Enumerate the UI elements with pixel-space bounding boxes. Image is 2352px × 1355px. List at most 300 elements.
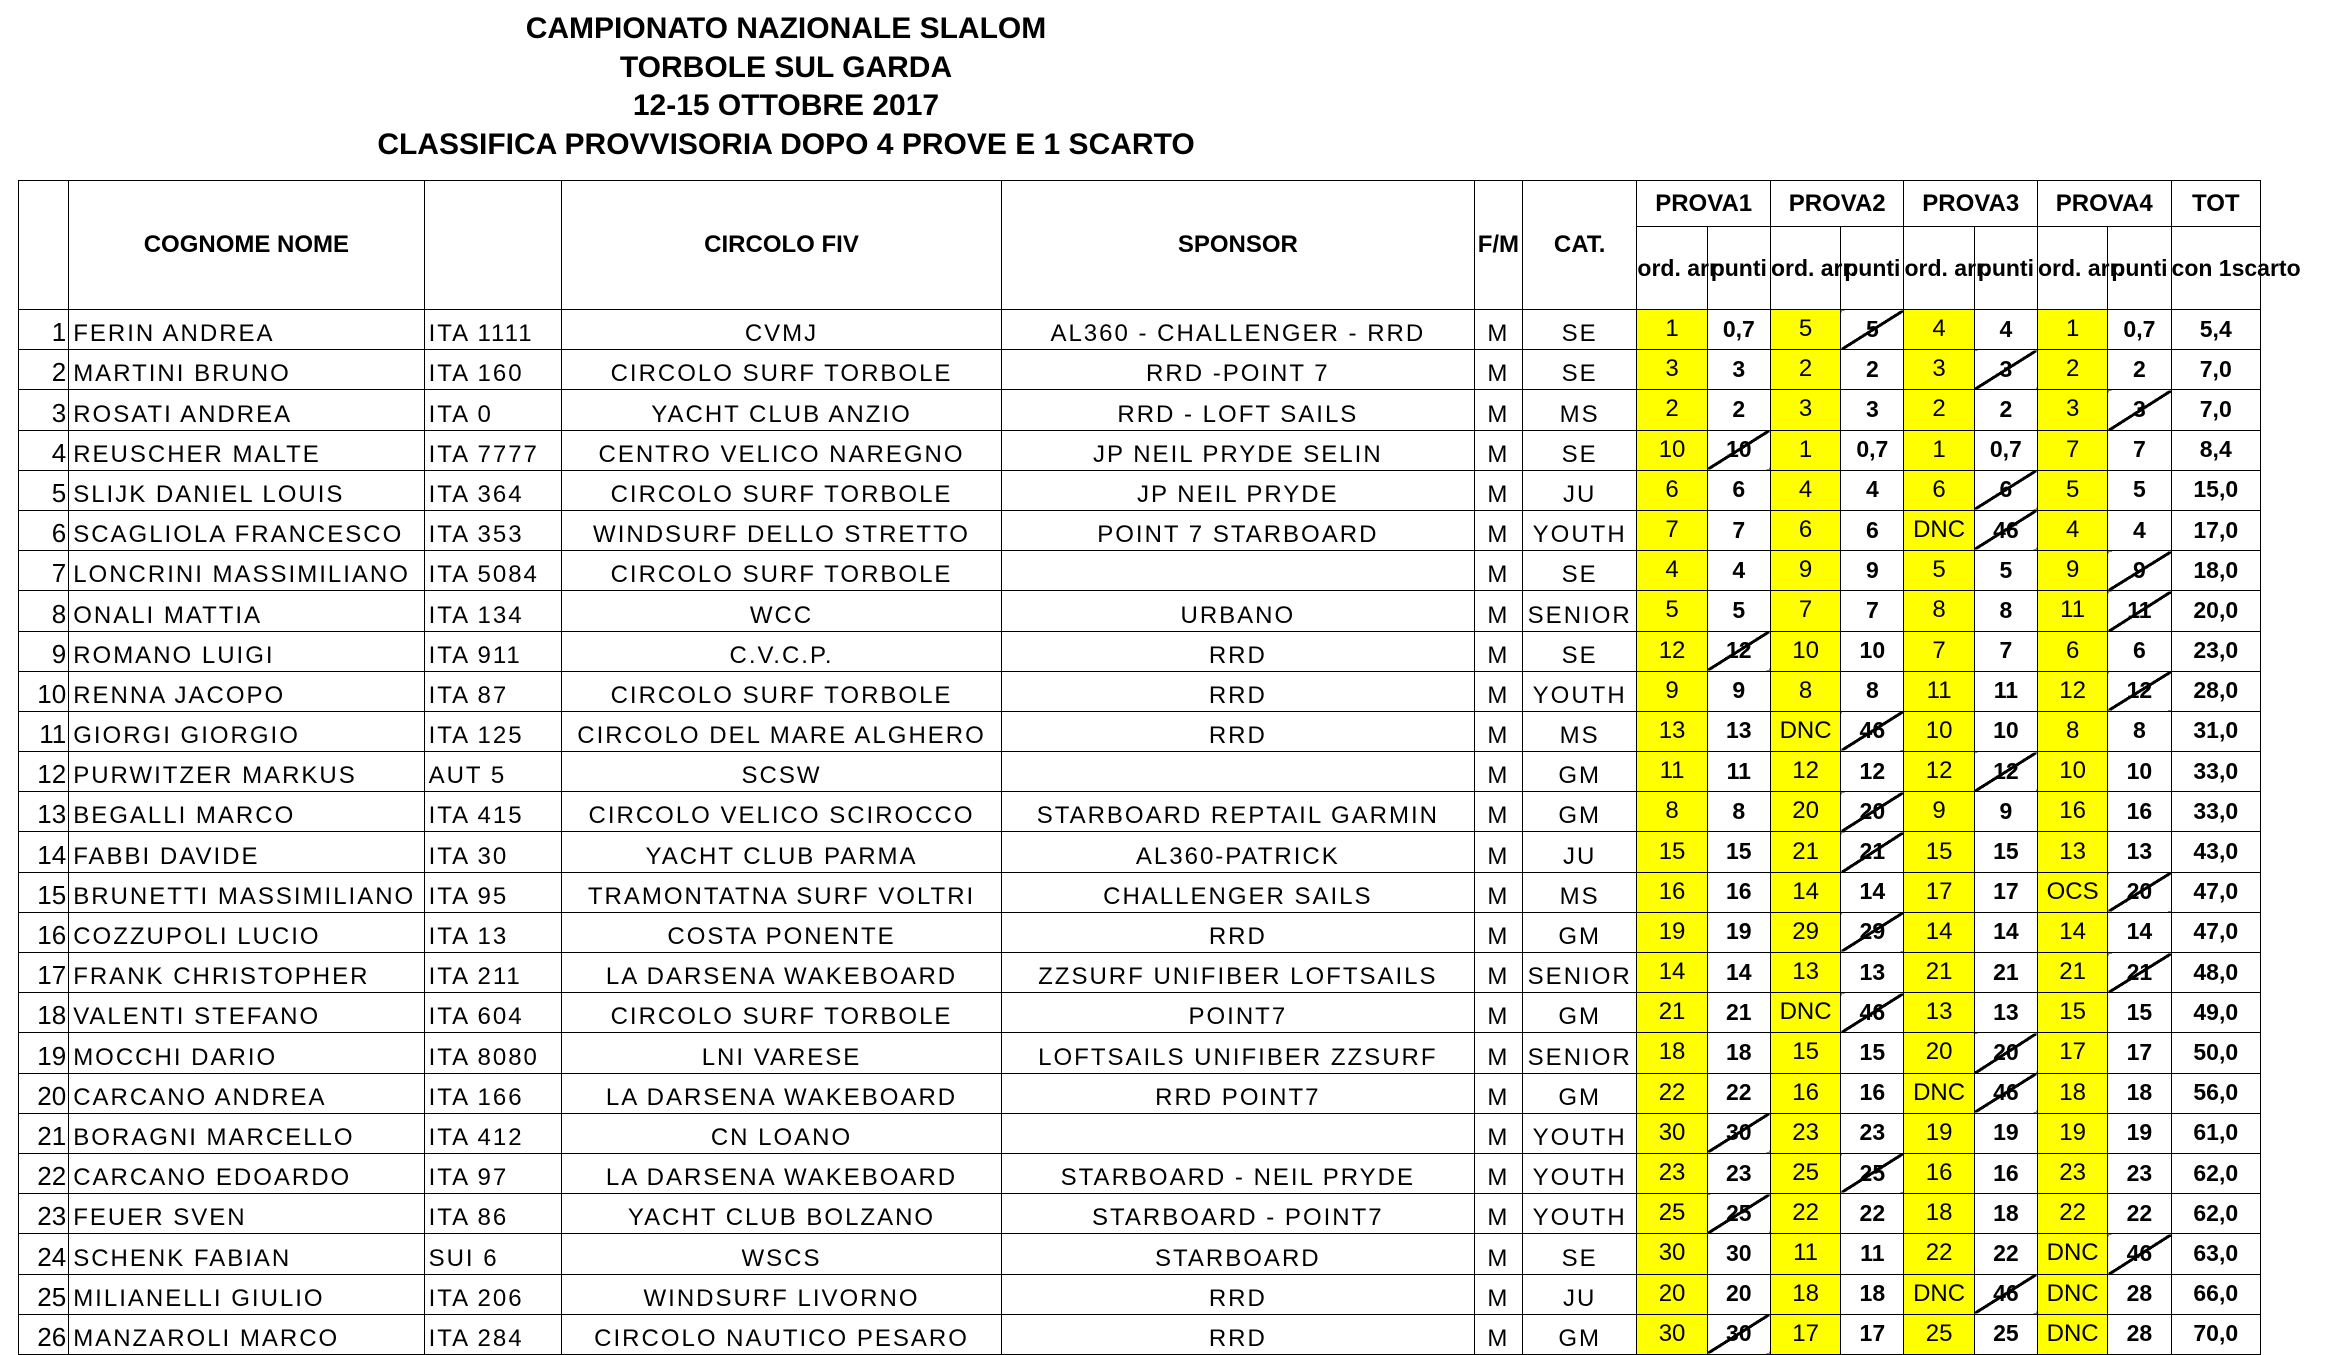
race3-finish-cell: 4 [1904, 310, 1974, 350]
race1-finish-cell: 4 [1637, 551, 1707, 591]
gender-cell: M [1474, 310, 1522, 350]
race1-points-cell: 23 [1707, 1153, 1770, 1193]
total-cell: 66,0 [2171, 1274, 2260, 1314]
total-cell: 18,0 [2171, 551, 2260, 591]
race3-points-cell: 17 [1974, 872, 2037, 912]
race2-points-cell: 4 [1841, 470, 1904, 510]
club-cell: YACHT CLUB PARMA [562, 832, 1002, 872]
category-cell: MS [1522, 872, 1636, 912]
sponsor-cell [1001, 752, 1474, 792]
race2-points-cell: 15 [1841, 1033, 1904, 1073]
race1-finish-cell: 14 [1637, 953, 1707, 993]
sail-number-cell: ITA 166 [424, 1073, 562, 1113]
header-race4-points: punti [2108, 227, 2171, 310]
race3-finish-cell: 11 [1904, 671, 1974, 711]
race2-finish-cell: 8 [1770, 671, 1840, 711]
sponsor-cell: AL360-PATRICK [1001, 832, 1474, 872]
race1-points-cell: 13 [1707, 711, 1770, 751]
race1-points-cell: 11 [1707, 752, 1770, 792]
gender-cell: M [1474, 912, 1522, 952]
athlete-name-cell: MOCCHI DARIO [69, 1033, 424, 1073]
category-cell: SE [1522, 1234, 1636, 1274]
race2-finish-cell: DNC [1770, 993, 1840, 1033]
race4-finish-cell: 23 [2038, 1153, 2108, 1193]
race2-finish-cell: 21 [1770, 832, 1840, 872]
table-row [19, 390, 2261, 430]
header-fm: F/M [1474, 181, 1522, 310]
athlete-name-cell: LONCRINI MASSIMILIANO [69, 551, 424, 591]
rank-cell: 11 [19, 711, 69, 751]
header-cat: CAT. [1522, 181, 1636, 310]
race1-finish-cell: 30 [1637, 1113, 1707, 1153]
race2-finish-cell: 15 [1770, 1033, 1840, 1073]
table-row [19, 1113, 2261, 1153]
table-row [19, 1194, 2261, 1234]
header-race1-points: punti [1707, 227, 1770, 310]
race1-points-cell: 30 [1707, 1234, 1770, 1274]
race4-discarded-points-cell: 11 [2108, 591, 2171, 631]
sail-number-cell: ITA 206 [424, 1274, 562, 1314]
table-row [19, 1234, 2261, 1274]
rank-cell: 24 [19, 1234, 69, 1274]
sponsor-cell: RRD -POINT 7 [1001, 350, 1474, 390]
total-cell: 63,0 [2171, 1234, 2260, 1274]
total-cell: 15,0 [2171, 470, 2260, 510]
ranking-subtitle: CLASSIFICA PROVVISORIA DOPO 4 PROVE E 1 SCARTO [377, 127, 1195, 161]
race1-points-cell: 5 [1707, 591, 1770, 631]
table-row [19, 430, 2261, 470]
sail-number-cell: ITA 7777 [424, 430, 562, 470]
race4-finish-cell: 12 [2038, 671, 2108, 711]
sail-number-cell: ITA 415 [424, 792, 562, 832]
table-body [19, 310, 2261, 1355]
race3-points-cell: 7 [1974, 631, 2037, 671]
race3-discarded-points-cell: 46 [1974, 1274, 2037, 1314]
club-cell: LNI VARESE [562, 1033, 1002, 1073]
race2-finish-cell: 5 [1770, 310, 1840, 350]
race3-finish-cell: 25 [1904, 1314, 1974, 1354]
race4-points-cell: 5 [2108, 470, 2171, 510]
race3-finish-cell: 2 [1904, 390, 1974, 430]
category-cell: JU [1522, 470, 1636, 510]
race4-finish-cell: DNC [2038, 1234, 2108, 1274]
sail-number-cell: ITA 30 [424, 832, 562, 872]
gender-cell: M [1474, 1194, 1522, 1234]
athlete-name-cell: FEUER SVEN [69, 1194, 424, 1234]
gender-cell: M [1474, 993, 1522, 1033]
total-cell: 61,0 [2171, 1113, 2260, 1153]
race1-finish-cell: 23 [1637, 1153, 1707, 1193]
race1-discarded-points-cell: 10 [1707, 430, 1770, 470]
table-row [19, 832, 2261, 872]
sail-number-cell: ITA 160 [424, 350, 562, 390]
race2-points-cell: 0,7 [1841, 430, 1904, 470]
race2-finish-cell: DNC [1770, 711, 1840, 751]
total-cell: 56,0 [2171, 1073, 2260, 1113]
race3-finish-cell: 16 [1904, 1153, 1974, 1193]
total-cell: 33,0 [2171, 752, 2260, 792]
race2-points-cell: 12 [1841, 752, 1904, 792]
race4-discarded-points-cell: 12 [2108, 671, 2171, 711]
race4-finish-cell: 17 [2038, 1033, 2108, 1073]
table-header [19, 181, 2301, 310]
race3-points-cell: 21 [1974, 953, 2037, 993]
race1-points-cell: 8 [1707, 792, 1770, 832]
race1-points-cell: 18 [1707, 1033, 1770, 1073]
race1-finish-cell: 3 [1637, 350, 1707, 390]
category-cell: JU [1522, 1274, 1636, 1314]
category-cell: GM [1522, 993, 1636, 1033]
athlete-name-cell: MILIANELLI GIULIO [69, 1274, 424, 1314]
race2-finish-cell: 4 [1770, 470, 1840, 510]
race3-finish-cell: 13 [1904, 993, 1974, 1033]
club-cell: CIRCOLO VELICO SCIROCCO [562, 792, 1002, 832]
gender-cell: M [1474, 350, 1522, 390]
race4-points-cell: 8 [2108, 711, 2171, 751]
race3-points-cell: 13 [1974, 993, 2037, 1033]
sail-number-cell: ITA 87 [424, 671, 562, 711]
race4-finish-cell: 21 [2038, 953, 2108, 993]
gender-cell: M [1474, 671, 1522, 711]
sponsor-cell: STARBOARD [1001, 1234, 1474, 1274]
results-table [18, 180, 2301, 1355]
race3-finish-cell: 8 [1904, 591, 1974, 631]
club-cell: CVMJ [562, 310, 1002, 350]
gender-cell: M [1474, 470, 1522, 510]
category-cell: GM [1522, 1073, 1636, 1113]
sail-number-cell: ITA 95 [424, 872, 562, 912]
race4-points-cell: 7 [2108, 430, 2171, 470]
sponsor-cell: URBANO [1001, 591, 1474, 631]
table-row [19, 1274, 2261, 1314]
race2-finish-cell: 14 [1770, 872, 1840, 912]
athlete-name-cell: FABBI DAVIDE [69, 832, 424, 872]
race3-finish-cell: 12 [1904, 752, 1974, 792]
club-cell: LA DARSENA WAKEBOARD [562, 1153, 1002, 1193]
club-cell: CIRCOLO SURF TORBOLE [562, 350, 1002, 390]
race4-finish-cell: 14 [2038, 912, 2108, 952]
athlete-name-cell: BEGALLI MARCO [69, 792, 424, 832]
rank-cell: 19 [19, 1033, 69, 1073]
sponsor-cell: RRD [1001, 711, 1474, 751]
rank-cell: 25 [19, 1274, 69, 1314]
rank-cell: 26 [19, 1314, 69, 1354]
total-cell: 47,0 [2171, 872, 2260, 912]
header-race4-ord: ord. arr. [2038, 227, 2108, 310]
total-cell: 62,0 [2171, 1194, 2260, 1234]
race2-finish-cell: 17 [1770, 1314, 1840, 1354]
race2-points-cell: 8 [1841, 671, 1904, 711]
race2-discarded-points-cell: 29 [1841, 912, 1904, 952]
race1-finish-cell: 30 [1637, 1314, 1707, 1354]
race3-points-cell: 19 [1974, 1113, 2037, 1153]
race2-finish-cell: 6 [1770, 510, 1840, 550]
race3-points-cell: 11 [1974, 671, 2037, 711]
club-cell: WSCS [562, 1234, 1002, 1274]
total-cell: 49,0 [2171, 993, 2260, 1033]
sail-number-cell: ITA 125 [424, 711, 562, 751]
rank-cell: 10 [19, 671, 69, 711]
athlete-name-cell: FRANK CHRISTOPHER [69, 953, 424, 993]
gender-cell: M [1474, 1274, 1522, 1314]
table-row [19, 752, 2261, 792]
club-cell: CN LOANO [562, 1113, 1002, 1153]
club-cell: LA DARSENA WAKEBOARD [562, 1073, 1002, 1113]
table-row [19, 1153, 2261, 1193]
sponsor-cell: RRD [1001, 631, 1474, 671]
race2-finish-cell: 22 [1770, 1194, 1840, 1234]
race2-discarded-points-cell: 46 [1841, 993, 1904, 1033]
table-row [19, 310, 2261, 350]
sponsor-cell: POINT 7 STARBOARD [1001, 510, 1474, 550]
gender-cell: M [1474, 953, 1522, 993]
athlete-name-cell: VALENTI STEFANO [69, 993, 424, 1033]
race4-points-cell: 22 [2108, 1194, 2171, 1234]
race2-points-cell: 11 [1841, 1234, 1904, 1274]
race3-finish-cell: DNC [1904, 510, 1974, 550]
table-row [19, 510, 2261, 550]
race1-points-cell: 2 [1707, 390, 1770, 430]
race1-points-cell: 14 [1707, 953, 1770, 993]
race4-discarded-points-cell: 46 [2108, 1234, 2171, 1274]
sail-number-cell: ITA 5084 [424, 551, 562, 591]
total-cell: 28,0 [2171, 671, 2260, 711]
total-cell: 43,0 [2171, 832, 2260, 872]
sponsor-cell: JP NEIL PRYDE [1001, 470, 1474, 510]
club-cell: CIRCOLO SURF TORBOLE [562, 671, 1002, 711]
table-row [19, 350, 2261, 390]
race4-points-cell: 28 [2108, 1274, 2171, 1314]
race1-finish-cell: 13 [1637, 711, 1707, 751]
header-tot: TOT [2171, 181, 2260, 227]
race1-finish-cell: 30 [1637, 1234, 1707, 1274]
sponsor-cell: RRD POINT7 [1001, 1073, 1474, 1113]
race4-discarded-points-cell: 20 [2108, 872, 2171, 912]
sponsor-cell: POINT7 [1001, 993, 1474, 1033]
category-cell: SENIOR [1522, 1033, 1636, 1073]
race1-discarded-points-cell: 12 [1707, 631, 1770, 671]
race2-finish-cell: 25 [1770, 1153, 1840, 1193]
race1-finish-cell: 5 [1637, 591, 1707, 631]
race4-points-cell: 18 [2108, 1073, 2171, 1113]
category-cell: SENIOR [1522, 591, 1636, 631]
category-cell: SENIOR [1522, 953, 1636, 993]
sponsor-cell: RRD [1001, 671, 1474, 711]
race3-points-cell: 4 [1974, 310, 2037, 350]
race2-points-cell: 3 [1841, 390, 1904, 430]
race4-points-cell: 4 [2108, 510, 2171, 550]
total-cell: 7,0 [2171, 390, 2260, 430]
category-cell: GM [1522, 752, 1636, 792]
race1-discarded-points-cell: 30 [1707, 1314, 1770, 1354]
table-row [19, 591, 2261, 631]
athlete-name-cell: CARCANO ANDREA [69, 1073, 424, 1113]
header-race3-points: punti [1974, 227, 2037, 310]
category-cell: YOUTH [1522, 1153, 1636, 1193]
race2-finish-cell: 10 [1770, 631, 1840, 671]
rank-cell: 8 [19, 591, 69, 631]
club-cell: YACHT CLUB ANZIO [562, 390, 1002, 430]
race3-discarded-points-cell: 46 [1974, 1073, 2037, 1113]
athlete-name-cell: SCAGLIOLA FRANCESCO [69, 510, 424, 550]
race3-points-cell: 0,7 [1974, 430, 2037, 470]
race3-finish-cell: 5 [1904, 551, 1974, 591]
table-row [19, 671, 2261, 711]
race4-finish-cell: 8 [2038, 711, 2108, 751]
gender-cell: M [1474, 591, 1522, 631]
race4-finish-cell: 19 [2038, 1113, 2108, 1153]
sponsor-cell [1001, 1113, 1474, 1153]
race4-points-cell: 15 [2108, 993, 2171, 1033]
gender-cell: M [1474, 752, 1522, 792]
race1-finish-cell: 12 [1637, 631, 1707, 671]
sail-number-cell: ITA 284 [424, 1314, 562, 1354]
race3-finish-cell: 1 [1904, 430, 1974, 470]
sail-number-cell: ITA 13 [424, 912, 562, 952]
athlete-name-cell: BRUNETTI MASSIMILIANO [69, 872, 424, 912]
race3-finish-cell: 9 [1904, 792, 1974, 832]
athlete-name-cell: ROMANO LUIGI [69, 631, 424, 671]
race3-finish-cell: 17 [1904, 872, 1974, 912]
race2-discarded-points-cell: 46 [1841, 711, 1904, 751]
table-row [19, 1314, 2261, 1354]
race2-points-cell: 6 [1841, 510, 1904, 550]
club-cell: CIRCOLO SURF TORBOLE [562, 470, 1002, 510]
race4-finish-cell: 10 [2038, 752, 2108, 792]
club-cell: WCC [562, 591, 1002, 631]
total-cell: 17,0 [2171, 510, 2260, 550]
race3-discarded-points-cell: 6 [1974, 470, 2037, 510]
race3-finish-cell: DNC [1904, 1274, 1974, 1314]
sponsor-cell: STARBOARD REPTAIL GARMIN [1001, 792, 1474, 832]
race2-finish-cell: 2 [1770, 350, 1840, 390]
club-cell: C.V.C.P. [562, 631, 1002, 671]
rank-cell: 18 [19, 993, 69, 1033]
race3-finish-cell: 10 [1904, 711, 1974, 751]
table-row [19, 1033, 2261, 1073]
race2-points-cell: 16 [1841, 1073, 1904, 1113]
header-race1: PROVA1 [1637, 181, 1771, 227]
category-cell: YOUTH [1522, 510, 1636, 550]
race4-finish-cell: 22 [2038, 1194, 2108, 1234]
rank-cell: 22 [19, 1153, 69, 1193]
sail-number-cell: ITA 353 [424, 510, 562, 550]
category-cell: SE [1522, 631, 1636, 671]
race1-finish-cell: 21 [1637, 993, 1707, 1033]
rank-cell: 1 [19, 310, 69, 350]
race2-finish-cell: 13 [1770, 953, 1840, 993]
race1-finish-cell: 16 [1637, 872, 1707, 912]
header-sponsor: SPONSOR [1001, 181, 1474, 310]
sail-number-cell: ITA 211 [424, 953, 562, 993]
total-cell: 50,0 [2171, 1033, 2260, 1073]
total-cell: 23,0 [2171, 631, 2260, 671]
race2-points-cell: 14 [1841, 872, 1904, 912]
club-cell: TRAMONTATNA SURF VOLTRI [562, 872, 1002, 912]
race4-finish-cell: 16 [2038, 792, 2108, 832]
race1-finish-cell: 9 [1637, 671, 1707, 711]
club-cell: COSTA PONENTE [562, 912, 1002, 952]
race1-points-cell: 4 [1707, 551, 1770, 591]
gender-cell: M [1474, 1234, 1522, 1274]
rank-cell: 14 [19, 832, 69, 872]
race1-finish-cell: 20 [1637, 1274, 1707, 1314]
header-race2: PROVA2 [1770, 181, 1904, 227]
race3-finish-cell: 19 [1904, 1113, 1974, 1153]
race4-finish-cell: 13 [2038, 832, 2108, 872]
gender-cell: M [1474, 1153, 1522, 1193]
race1-points-cell: 19 [1707, 912, 1770, 952]
race4-points-cell: 19 [2108, 1113, 2171, 1153]
club-cell: SCSW [562, 752, 1002, 792]
athlete-name-cell: PURWITZER MARKUS [69, 752, 424, 792]
athlete-name-cell: BORAGNI MARCELLO [69, 1113, 424, 1153]
event-location: TORBOLE SUL GARDA [619, 50, 953, 84]
sponsor-cell: RRD [1001, 912, 1474, 952]
race3-finish-cell: 6 [1904, 470, 1974, 510]
race2-finish-cell: 9 [1770, 551, 1840, 591]
header-sail [424, 181, 562, 310]
table-row [19, 631, 2261, 671]
race1-points-cell: 20 [1707, 1274, 1770, 1314]
race4-finish-cell: 6 [2038, 631, 2108, 671]
race4-finish-cell: 15 [2038, 993, 2108, 1033]
race3-points-cell: 2 [1974, 390, 2037, 430]
athlete-name-cell: MANZAROLI MARCO [69, 1314, 424, 1354]
athlete-name-cell: GIORGI GIORGIO [69, 711, 424, 751]
gender-cell: M [1474, 390, 1522, 430]
race2-finish-cell: 20 [1770, 792, 1840, 832]
athlete-name-cell: COZZUPOLI LUCIO [69, 912, 424, 952]
race2-points-cell: 13 [1841, 953, 1904, 993]
athlete-name-cell: SCHENK FABIAN [69, 1234, 424, 1274]
gender-cell: M [1474, 430, 1522, 470]
rank-cell: 23 [19, 1194, 69, 1234]
table-row [19, 993, 2261, 1033]
athlete-name-cell: ONALI MATTIA [69, 591, 424, 631]
race4-points-cell: 0,7 [2108, 310, 2171, 350]
club-cell: CIRCOLO NAUTICO PESARO [562, 1314, 1002, 1354]
sponsor-cell: STARBOARD - NEIL PRYDE [1001, 1153, 1474, 1193]
race2-finish-cell: 16 [1770, 1073, 1840, 1113]
race4-finish-cell: 9 [2038, 551, 2108, 591]
header-pos [19, 181, 69, 310]
race3-points-cell: 22 [1974, 1234, 2037, 1274]
race4-finish-cell: 2 [2038, 350, 2108, 390]
sail-number-cell: ITA 364 [424, 470, 562, 510]
category-cell: SE [1522, 551, 1636, 591]
sponsor-cell: STARBOARD - POINT7 [1001, 1194, 1474, 1234]
race4-points-cell: 28 [2108, 1314, 2171, 1354]
rank-cell: 21 [19, 1113, 69, 1153]
race4-points-cell: 10 [2108, 752, 2171, 792]
race4-points-cell: 6 [2108, 631, 2171, 671]
race2-finish-cell: 1 [1770, 430, 1840, 470]
sponsor-cell: RRD [1001, 1314, 1474, 1354]
race1-finish-cell: 22 [1637, 1073, 1707, 1113]
table-row [19, 1073, 2261, 1113]
header-race3-ord: ord. arr. [1904, 227, 1974, 310]
rank-cell: 4 [19, 430, 69, 470]
club-cell: CIRCOLO DEL MARE ALGHERO [562, 711, 1002, 751]
gender-cell: M [1474, 832, 1522, 872]
race2-finish-cell: 7 [1770, 591, 1840, 631]
athlete-name-cell: FERIN ANDREA [69, 310, 424, 350]
gender-cell: M [1474, 510, 1522, 550]
race1-discarded-points-cell: 25 [1707, 1194, 1770, 1234]
race4-finish-cell: 7 [2038, 430, 2108, 470]
athlete-name-cell: ROSATI ANDREA [69, 390, 424, 430]
